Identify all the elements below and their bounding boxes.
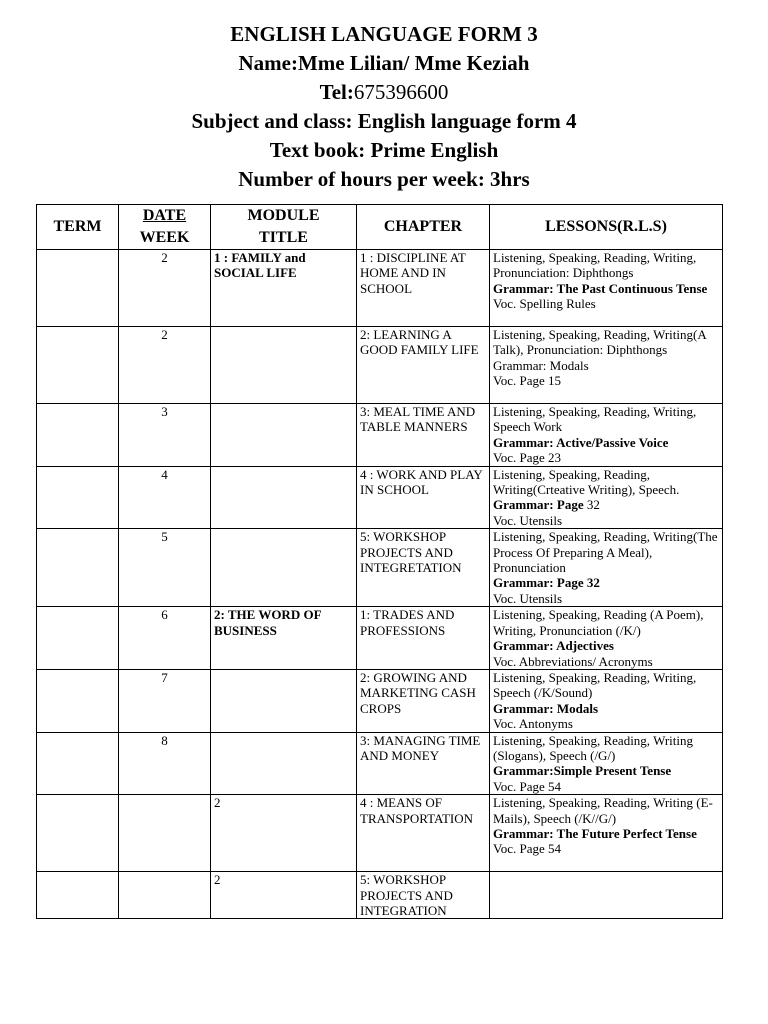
table-row bbox=[37, 250, 723, 327]
grammar-text: Grammar: Active/Passive Voice bbox=[493, 434, 669, 450]
module-cell: 1 : FAMILY and SOCIAL LIFE bbox=[211, 250, 357, 327]
lesson-grammar bbox=[493, 763, 719, 778]
lesson-skills: Listening, Speaking, Reading, Writing(Crteative Writing), Speech. bbox=[493, 466, 680, 498]
scheme-of-work-table bbox=[36, 204, 723, 919]
lesson-skills: Listening, Speaking, Reading, Writing, Speech (/K/Sound) bbox=[493, 669, 697, 701]
col-term: TERM bbox=[37, 205, 119, 250]
chapter-cell: 2: GROWING AND MARKETING CASH CROPS bbox=[357, 669, 490, 732]
term-cell bbox=[37, 669, 119, 732]
week-cell: 6 bbox=[119, 607, 211, 670]
col-date-week bbox=[119, 205, 211, 250]
term-cell bbox=[37, 404, 119, 467]
table-row bbox=[37, 529, 723, 607]
col-module-title bbox=[211, 205, 357, 250]
lesson-skills: Listening, Speaking, Reading, Writing, Speech Work bbox=[493, 404, 697, 435]
module-cell bbox=[211, 327, 357, 404]
module-cell bbox=[211, 669, 357, 732]
chapter-cell: 5: WORKSHOP PROJECTS AND INTEGRETATION bbox=[357, 529, 490, 607]
col-date-label: DATE bbox=[142, 207, 187, 224]
chapter-cell: 1: TRADES AND PROFESSIONS bbox=[357, 607, 490, 670]
grammar-text: Grammar: Page 32 bbox=[493, 575, 600, 591]
hours-per-week: Number of hours per week: 3hrs bbox=[238, 167, 530, 191]
doc-title: ENGLISH LANGUAGE FORM 3 bbox=[230, 22, 538, 46]
lesson-cell bbox=[490, 529, 723, 607]
lesson-vocabulary: Voc. Spelling Rules bbox=[493, 296, 596, 312]
lesson-vocabulary: Voc. Page 54 bbox=[493, 778, 562, 794]
week-cell: 3 bbox=[119, 404, 211, 467]
module-cell bbox=[211, 732, 357, 795]
term-cell bbox=[37, 607, 119, 670]
textbook: Text book: Prime English bbox=[269, 138, 499, 162]
lesson-vocabulary: Voc. Utensils bbox=[493, 590, 563, 606]
week-cell: 2 bbox=[119, 250, 211, 327]
table-row bbox=[37, 327, 723, 404]
table-row bbox=[37, 795, 723, 872]
module-cell: 2 bbox=[211, 872, 357, 919]
lesson-skills: Listening, Speaking, Reading, Writing(The Process Of Preparing A Meal), Pronunciation bbox=[493, 529, 718, 576]
tel-label: Tel: bbox=[319, 80, 354, 104]
chapter-cell: 4 : MEANS OF TRANSPORTATION bbox=[357, 795, 490, 872]
chapter-cell: 3: MANAGING TIME AND MONEY bbox=[357, 732, 490, 795]
grammar-text: Grammar:Simple Present Tense bbox=[493, 763, 672, 779]
module-cell bbox=[211, 466, 357, 529]
term-cell bbox=[37, 529, 119, 607]
table-row bbox=[37, 607, 723, 670]
lesson-cell bbox=[490, 872, 723, 919]
lesson-vocabulary: Voc. Page 54 bbox=[493, 841, 562, 857]
lesson-vocabulary: Voc. Antonyms bbox=[493, 716, 573, 732]
grammar-extra: 32 bbox=[583, 497, 600, 513]
lesson-skills: Listening, Speaking, Reading (A Poem), Writing, Pronunciation (/K/) bbox=[493, 607, 704, 638]
grammar-text: Grammar: The Future Perfect Tense bbox=[493, 825, 697, 841]
term-cell bbox=[37, 872, 119, 919]
col-title-label: TITLE bbox=[259, 229, 308, 246]
lesson-skills: Listening, Speaking, Reading, Writing (E-Mails), Speech (/K//G/) bbox=[493, 795, 713, 826]
col-chapter: CHAPTER bbox=[357, 205, 490, 250]
lesson-cell bbox=[490, 795, 723, 872]
module-cell bbox=[211, 529, 357, 607]
teacher-name: Name:Mme Lilian/ Mme Keziah bbox=[238, 51, 530, 75]
grammar-text: Grammar: Adjectives bbox=[493, 638, 614, 654]
module-cell: 2 bbox=[211, 795, 357, 872]
week-cell: 2 bbox=[119, 327, 211, 404]
lesson-grammar bbox=[493, 701, 719, 716]
lesson-grammar bbox=[493, 638, 719, 653]
chapter-cell: 2: LEARNING A GOOD FAMILY LIFE bbox=[357, 327, 490, 404]
term-cell bbox=[37, 327, 119, 404]
week-cell: 8 bbox=[119, 732, 211, 795]
lesson-skills: Listening, Speaking, Reading, Writing (Slogans), Speech (/G/) bbox=[493, 732, 693, 763]
lesson-grammar bbox=[493, 281, 719, 296]
week-cell: 5 bbox=[119, 529, 211, 607]
table-row bbox=[37, 404, 723, 467]
table-header-row bbox=[37, 205, 723, 250]
lesson-cell bbox=[490, 327, 723, 404]
table-row bbox=[37, 872, 723, 919]
module-cell bbox=[211, 404, 357, 467]
col-module-label: MODULE bbox=[247, 207, 320, 224]
col-week-label: WEEK bbox=[139, 229, 190, 246]
lesson-cell bbox=[490, 607, 723, 670]
table-row bbox=[37, 466, 723, 529]
subject-class: Subject and class: English language form 4 bbox=[191, 109, 577, 133]
week-cell: 4 bbox=[119, 466, 211, 529]
chapter-cell: 3: MEAL TIME AND TABLE MANNERS bbox=[357, 404, 490, 467]
table-row bbox=[37, 669, 723, 732]
lesson-skills: Listening, Speaking, Reading, Writing(A Talk), Pronunciation: Diphthongs bbox=[493, 327, 706, 358]
term-cell bbox=[37, 250, 119, 327]
lesson-vocabulary: Voc. Utensils bbox=[493, 512, 563, 528]
grammar-text: Grammar: Modals bbox=[493, 700, 599, 716]
chapter-cell: 4 : WORK AND PLAY IN SCHOOL bbox=[357, 466, 490, 529]
week-cell bbox=[119, 872, 211, 919]
lesson-grammar: Grammar: Modals bbox=[493, 357, 589, 373]
chapter-cell: 5: WORKSHOP PROJECTS AND INTEGRATION bbox=[357, 872, 490, 919]
term-cell bbox=[37, 732, 119, 795]
week-cell: 7 bbox=[119, 669, 211, 732]
term-cell bbox=[37, 795, 119, 872]
telephone bbox=[0, 78, 768, 107]
col-lessons: LESSONS(R.L.S) bbox=[490, 205, 723, 250]
lesson-cell bbox=[490, 466, 723, 529]
grammar-text: Grammar: Page bbox=[493, 497, 584, 513]
lesson-skills: Listening, Speaking, Reading, Writing, Pronunciation: Diphthongs bbox=[493, 250, 697, 281]
lesson-grammar bbox=[493, 826, 719, 841]
term-cell bbox=[37, 466, 119, 529]
lesson-cell bbox=[490, 250, 723, 327]
lesson-cell bbox=[490, 404, 723, 467]
lesson-grammar bbox=[493, 575, 719, 590]
module-cell: 2: THE WORD OF BUSINESS bbox=[211, 607, 357, 670]
document-header bbox=[0, 20, 768, 194]
lesson-vocabulary: Voc. Page 15 bbox=[493, 373, 562, 389]
tel-value: 675396600 bbox=[353, 80, 449, 104]
lesson-grammar bbox=[493, 497, 719, 512]
table-row bbox=[37, 732, 723, 795]
grammar-text: Grammar: The Past Continuous Tense bbox=[493, 280, 708, 296]
lesson-vocabulary: Voc. Abbreviations/ Acronyms bbox=[493, 653, 653, 669]
lesson-cell bbox=[490, 732, 723, 795]
lesson-cell bbox=[490, 669, 723, 732]
chapter-cell: 1 : DISCIPLINE AT HOME AND IN SCHOOL bbox=[357, 250, 490, 327]
week-cell bbox=[119, 795, 211, 872]
lesson-vocabulary: Voc. Page 23 bbox=[493, 450, 562, 466]
lesson-grammar bbox=[493, 435, 719, 450]
